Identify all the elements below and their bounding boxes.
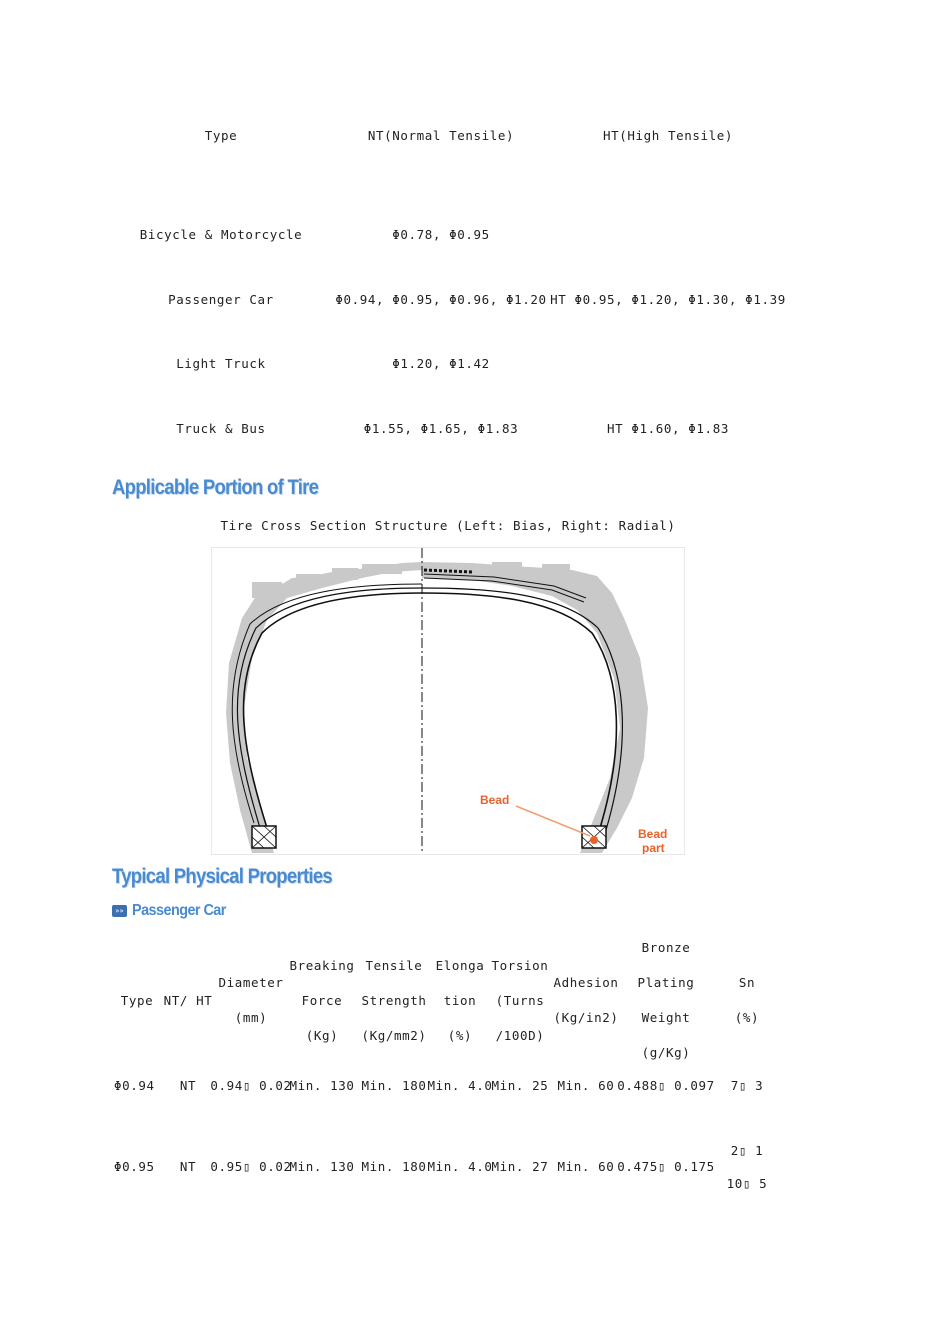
subsection-passenger-car [112,902,236,920]
figure-caption: Tire Cross Section Structure (Left: Bias, Right: Radial) [220,518,676,533]
header-type: Type [204,128,238,143]
col-header-torsion: Torsion (Turns /100D) [491,958,549,1043]
tire-cross-section-diagram [212,548,684,854]
cell-torsion: Min. 27 [491,1159,549,1174]
col-header-diameter: Diameter (mm) [218,975,284,1025]
row-nt: Φ0.78, Φ0.95 [392,227,490,242]
cell-sn: 2▯ 1 [730,1143,764,1158]
section-title-properties: Typical Physical Properties [112,865,332,888]
col-header-type: Type [120,993,154,1008]
row-type: Truck & Bus [176,421,266,436]
tire-cross-section-figure [211,547,685,855]
col-header-elongation: Elonga tion (%) [435,958,485,1043]
bead-part-label-2: part [642,841,665,854]
row-nt: Φ1.55, Φ1.65, Φ1.83 [363,421,519,436]
col-header-sn: Sn (%) [734,975,760,1025]
cell-elongation: Min. 4.0 [427,1078,493,1093]
header-ht: HT(High Tensile) [602,128,734,143]
col-header-tensile: Tensile Strength (Kg/mm2) [361,958,427,1043]
cell-ntht: NT [179,1159,197,1174]
cell-bronze: 0.488▯ 0.097 [617,1078,715,1093]
row-ht: HT Φ0.95, Φ1.20, Φ1.30, Φ1.39 [550,292,786,307]
row-nt: Φ0.94, Φ0.95, Φ0.96, Φ1.20 [335,292,547,307]
cell-type: Φ0.95 [114,1159,155,1174]
col-header-ntht: NT/ HT [163,993,213,1008]
cell-type: Φ0.94 [114,1078,155,1093]
header-nt: NT(Normal Tensile) [367,128,515,143]
cell-breaking: Min. 130 [289,1159,355,1174]
cell-elongation: Min. 4.0 [427,1159,493,1174]
cell-breaking: Min. 130 [289,1078,355,1093]
cell-tensile: Min. 180 [361,1159,427,1174]
row-type: Light Truck [176,356,266,371]
cell-sn: 7▯ 3 [730,1078,764,1093]
bullet-icon: »» [112,905,127,917]
cell-diameter: 0.94▯ 0.02 [210,1078,292,1093]
cell-adhesion: Min. 60 [557,1078,615,1093]
bead-part-label-1: Bead [638,827,668,841]
col-header-breaking: Breaking Force (Kg) [289,958,355,1043]
cell-torsion: Min. 25 [491,1078,549,1093]
row-nt: Φ1.20, Φ1.42 [392,356,490,371]
cell-bronze: 0.475▯ 0.175 [617,1159,715,1174]
cell-tensile: Min. 180 [361,1078,427,1093]
bead-label: Bead [480,793,510,807]
col-header-adhesion: Adhesion (Kg/in2) [553,975,619,1025]
section-title-applicable: Applicable Portion of Tire [112,476,319,499]
row-ht: HT Φ1.60, Φ1.83 [607,421,729,436]
col-header-bronze: Bronze Plating Weight (g/Kg) [637,940,695,1060]
row-type: Bicycle & Motorcycle [139,227,303,242]
cell-ntht: NT [179,1078,197,1093]
subsection-title: Passenger Car [132,902,226,919]
cell-diameter: 0.95▯ 0.02 [210,1159,292,1174]
row-type: Passenger Car [168,292,274,307]
cell-sn-secondary: 10▯ 5 [726,1176,768,1191]
cell-adhesion: Min. 60 [557,1159,615,1174]
